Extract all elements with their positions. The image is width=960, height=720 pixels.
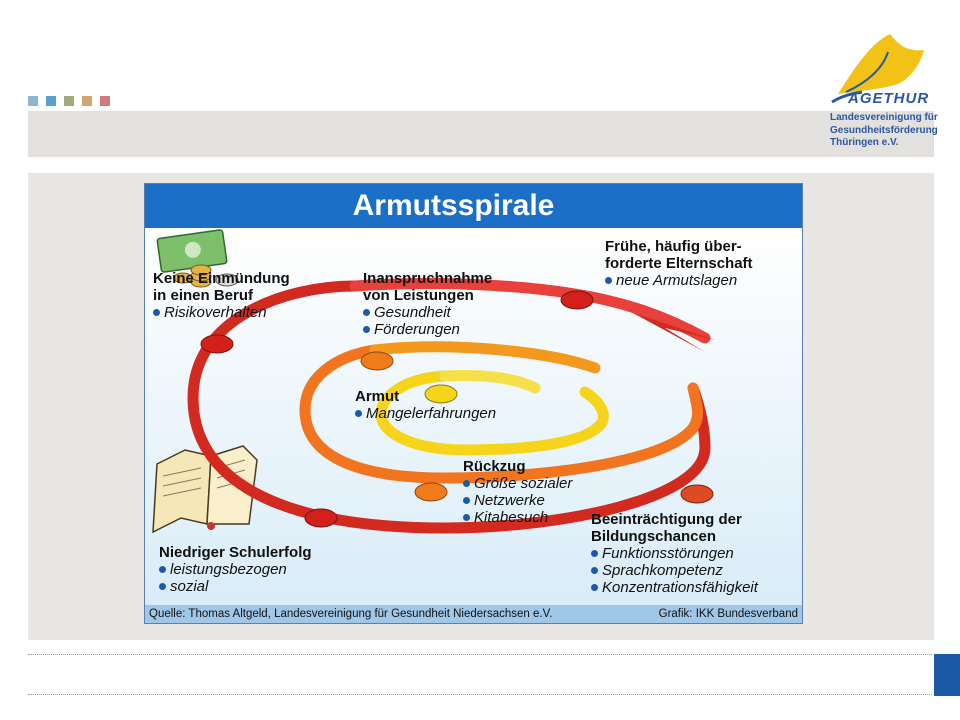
logo-subtitle-line: Thüringen e.V.: [830, 137, 899, 148]
stage-label: [363, 270, 492, 338]
stage-title: Bildungschancen: [591, 528, 717, 545]
dot-2: [46, 96, 56, 106]
stage-label: [591, 511, 758, 596]
logo-subtitle-line: Landesvereinigung für: [830, 112, 938, 123]
stage-bullet: sozial: [159, 578, 312, 595]
stage-bullet: Funktionsstörungen: [591, 545, 758, 562]
stage-label: [463, 458, 572, 526]
stage-title: Rückzug: [463, 458, 526, 475]
dot-4: [82, 96, 92, 106]
stage-bullet: Mangelerfahrungen: [355, 405, 496, 422]
dot-1: [28, 96, 38, 106]
stage-title: Beeinträchtigung der: [591, 511, 742, 528]
stage-bullet: leistungsbezogen: [159, 561, 312, 578]
stage-bullet: neue Armutslagen: [605, 272, 753, 289]
footer-divider: [28, 654, 932, 655]
stage-marker-risk: [201, 335, 233, 353]
stage-marker-services: [361, 352, 393, 370]
stage-title: von Leistungen: [363, 287, 474, 304]
header-bar: [28, 111, 934, 157]
logo-subtitle: [830, 112, 940, 150]
figure-title: Armutsspirale: [352, 189, 555, 222]
stage-bullet: Risikoverhalten: [153, 304, 290, 321]
stage-marker-school: [305, 509, 337, 527]
poverty-spiral-figure: [144, 183, 803, 624]
stage-title: Niedriger Schulerfolg: [159, 544, 312, 561]
stage-bullet: Kitabesuch: [463, 509, 572, 526]
stage-bullet: Förderungen: [363, 321, 492, 338]
stage-label: [605, 238, 753, 289]
stage-label: [159, 544, 312, 595]
stage-title: in einen Beruf: [153, 287, 254, 304]
stage-marker-education: [681, 485, 713, 503]
stage-bullet: Gesundheit: [363, 304, 492, 321]
source-text: Quelle: Thomas Altgeld, Landesvereinigung für Gesundheit Niedersachsen e.V.: [149, 608, 553, 620]
dot-3: [64, 96, 74, 106]
stage-title: Inanspruchnahme: [363, 270, 493, 287]
source-bar: [145, 605, 802, 623]
stage-title: Keine Einmündung: [153, 270, 290, 287]
decorative-dots: [28, 96, 110, 106]
stage-label: [355, 388, 496, 422]
stage-marker-withdrawal: [415, 483, 447, 501]
stage-bullet-continued: Netzwerke: [463, 492, 572, 509]
stage-title: Armut: [355, 388, 400, 405]
stage-label: [153, 270, 290, 321]
figure-title-bar: [145, 184, 802, 228]
footer-accent-block: [934, 654, 960, 696]
stage-title: Frühe, häufig über-: [605, 238, 742, 255]
stage-marker-parenthood: [561, 291, 593, 309]
logo-name: AGETHUR: [848, 90, 930, 107]
stage-bullet: Größe sozialer: [463, 475, 572, 492]
dot-5: [100, 96, 110, 106]
credit-text: Grafik: IKK Bundesverband: [658, 608, 798, 620]
stage-bullet: Konzentrationsfähigkeit: [591, 579, 758, 596]
stage-bullet: Sprachkompetenz: [591, 562, 758, 579]
footer-divider: [28, 694, 932, 695]
logo-subtitle-line: Gesundheitsförderung: [830, 124, 938, 136]
stage-title: forderte Elternschaft: [605, 255, 753, 272]
